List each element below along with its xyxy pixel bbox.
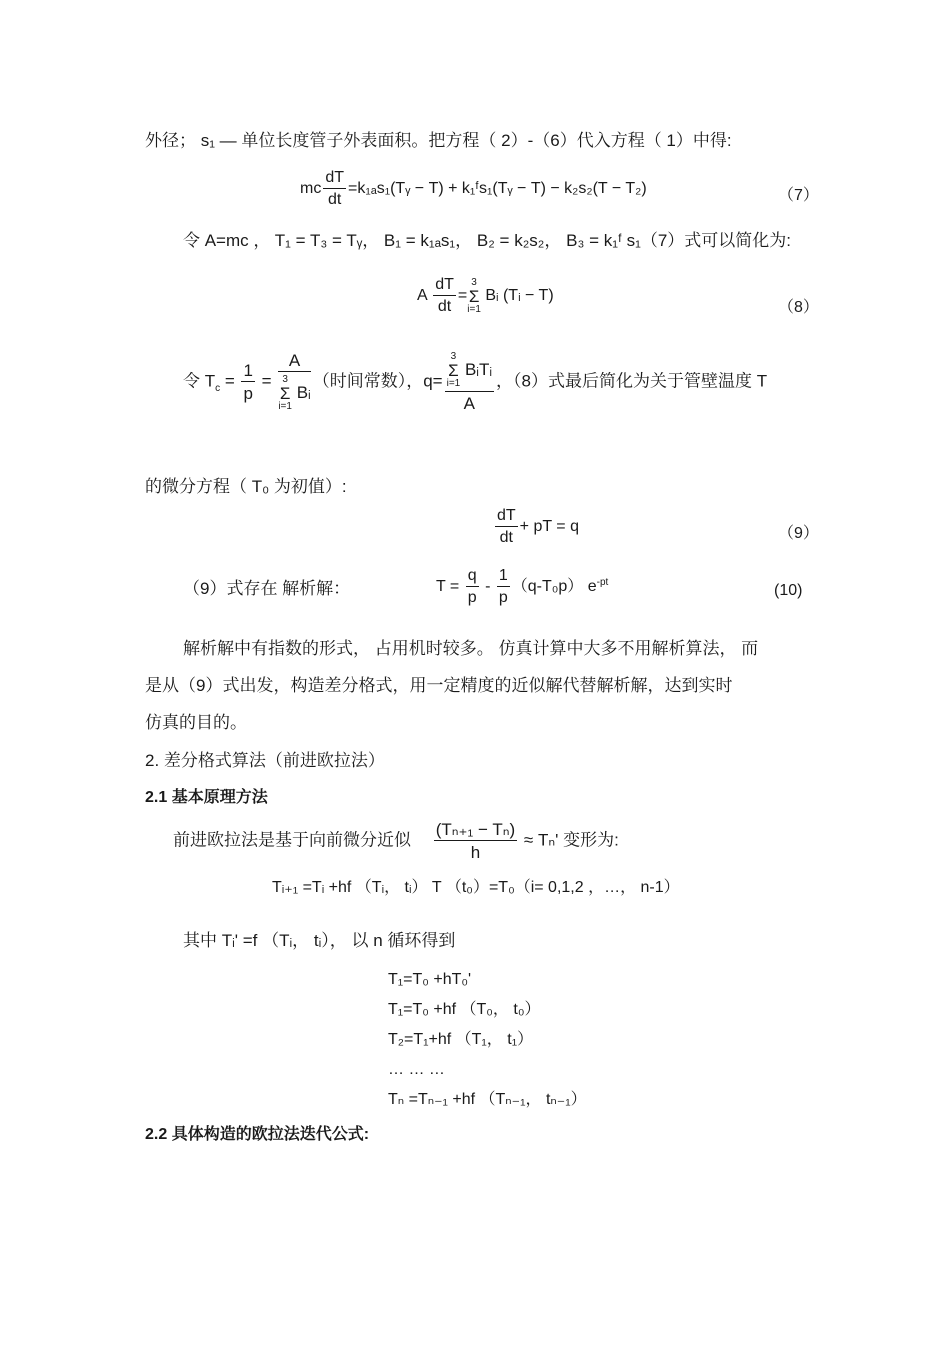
eq8-frac-den: dt — [437, 298, 452, 315]
tc-eq2: = — [256, 371, 277, 391]
eq10-frac1-den: p — [467, 589, 477, 606]
eq10-frac2-den: p — [498, 589, 508, 606]
eq8-sum-bottom: i=1 — [467, 303, 481, 315]
tc-frac-1 — [241, 362, 254, 402]
tc-frac2-sum-bottom: i=1 — [278, 401, 292, 412]
heading-2-2: 2.2 具体构造的欧拉法迭代公式: — [145, 1126, 370, 1143]
q-frac-num — [445, 352, 494, 392]
iteration-formula: Tᵢ₊₁ =Tᵢ +hf （Tᵢ， tᵢ） T （t₀）=T₀（i= 0,1,2 ，…， n-1） — [272, 879, 680, 896]
heading-2: 2. 差分格式算法（前进欧拉法） — [145, 751, 385, 770]
sigma-symbol: Σ — [279, 384, 291, 403]
equation-7-number: （7） — [778, 187, 819, 204]
eq8-eq: = — [457, 287, 468, 305]
eq8-summation — [467, 278, 481, 315]
text-line-1: 外径； s₁ — 单位长度管子外表面积。把方程（ 2）-（6）代入方程（ 1）中得: — [145, 131, 732, 150]
eq7-frac-den: dt — [327, 191, 342, 208]
eq8-rhs: Bᵢ (Tᵢ − T) — [485, 287, 554, 305]
eq10-exponent: -pt — [596, 576, 609, 588]
eq7-frac-num: dT — [323, 170, 346, 189]
eq10-label: （9）式存在 解析解： — [183, 579, 351, 598]
eq7-lhs: mc — [300, 180, 322, 198]
where-line: 其中 Tᵢ' =f （Tᵢ， tᵢ）， 以 n 循环得到 — [183, 931, 456, 950]
euler-frac-num: (Tₙ₊₁ − Tₙ) — [435, 820, 516, 839]
heading-2-1: 2.1 基本原理方法 — [145, 789, 268, 806]
q-prefix: ，q= — [406, 371, 443, 391]
eq10-rhs: （q-T₀p） e — [511, 578, 597, 596]
eq10-lhs: T = — [436, 578, 464, 596]
definition-suffix: ，（8）式最后简化为关于管壁温度 T — [496, 371, 768, 391]
tc-frac2-sum-top: 3 — [282, 374, 288, 385]
eq8-lhs: A — [417, 287, 427, 305]
equation-10 — [436, 568, 608, 606]
text-line-2: 令 A=mc ， T₁ = T₃ = Tᵧ， B₁ = k₁ₐs₁， B₂ = k₂s₂， B₃ = k₁ᶠ s₁（7）式可以简化为: — [183, 231, 792, 250]
q-sum-top: 3 — [450, 351, 457, 362]
iteration-step-2: T₁=T₀ +hf （T₀， t₀） — [388, 1001, 541, 1018]
eq7-fraction — [323, 170, 346, 208]
q-sum-bottom: i=1 — [446, 378, 461, 389]
tc-prefix: 令 T — [183, 371, 216, 391]
tc-frac2-num: A — [278, 352, 310, 372]
eq9-rhs: + pT = q — [519, 518, 579, 536]
eq8-fraction — [433, 277, 456, 315]
eq9-frac-den: dt — [499, 529, 513, 546]
tc-frac2-den — [278, 372, 310, 412]
tc-frac2-den-term: Bᵢ — [296, 382, 311, 402]
eq10-minus: - — [480, 578, 495, 596]
time-constant-note: （时间常数） — [312, 371, 407, 391]
paragraph-line-2: 是从（9）式出发，构造差分格式，用一定精度的近似解代替解析解，达到实时 — [145, 676, 733, 695]
euler-frac-den: h — [470, 843, 481, 862]
eq10-frac2-num: 1 — [497, 568, 510, 587]
sigma-symbol: Σ — [468, 286, 480, 306]
tc-eq1: = — [220, 371, 240, 391]
equation-9-number: （9） — [778, 525, 819, 542]
tc-subscript: c — [215, 382, 221, 394]
eq7-rhs: =k₁ₐs₁(Tᵧ − T) + k₁ᶠs₁(Tᵧ − T) − k₂s₂(T − T₂) — [348, 180, 647, 198]
q-fraction — [445, 352, 494, 412]
equation-8 — [417, 277, 554, 315]
eq9-fraction — [495, 508, 518, 546]
tc-frac1-num: 1 — [243, 361, 253, 380]
q-summation — [447, 352, 461, 389]
text-line-4: 的微分方程（ T₀ 为初值）: — [145, 477, 347, 496]
eq10-frac-2 — [497, 568, 510, 606]
definition-line — [183, 352, 767, 412]
equation-10-number: (10) — [774, 582, 803, 599]
paragraph-line-1: 解析解中有指数的形式， 占用机时较多。 仿真计算中大多不用解析算法， 而 — [183, 639, 759, 658]
eq8-sum-top: 3 — [471, 276, 477, 288]
tc-frac1-den: p — [243, 384, 253, 403]
iteration-ellipsis: … … … — [388, 1061, 445, 1078]
paragraph-line-3: 仿真的目的。 — [145, 713, 247, 732]
equation-7 — [300, 170, 647, 208]
euler-prefix: 前进欧拉法是基于向前微分近似 — [173, 830, 411, 850]
sigma-symbol: Σ — [448, 361, 459, 380]
q-num-term: BᵢTᵢ — [464, 359, 493, 379]
eq9-frac-num: dT — [495, 508, 518, 527]
tc-frac2-summation — [278, 375, 292, 412]
eq10-frac1-num: q — [466, 568, 479, 587]
eq10-frac-1 — [466, 568, 479, 606]
tc-frac-2 — [278, 352, 310, 412]
euler-fraction — [434, 821, 517, 861]
equation-9 — [493, 508, 579, 546]
iteration-step-n: Tₙ =Tₙ₋₁ +hf （Tₙ₋₁， tₙ₋₁） — [388, 1091, 587, 1108]
euler-suffix: ≈ Tₙ' 变形为: — [523, 830, 619, 850]
iteration-step-1: T₁=T₀ +hT₀' — [388, 971, 472, 988]
euler-approx-line — [173, 821, 619, 861]
iteration-step-3: T₂=T₁+hf （T₁， t₁） — [388, 1031, 534, 1048]
equation-8-number: （8） — [778, 299, 819, 316]
q-frac-den: A — [463, 394, 475, 413]
eq8-frac-num: dT — [433, 277, 456, 296]
